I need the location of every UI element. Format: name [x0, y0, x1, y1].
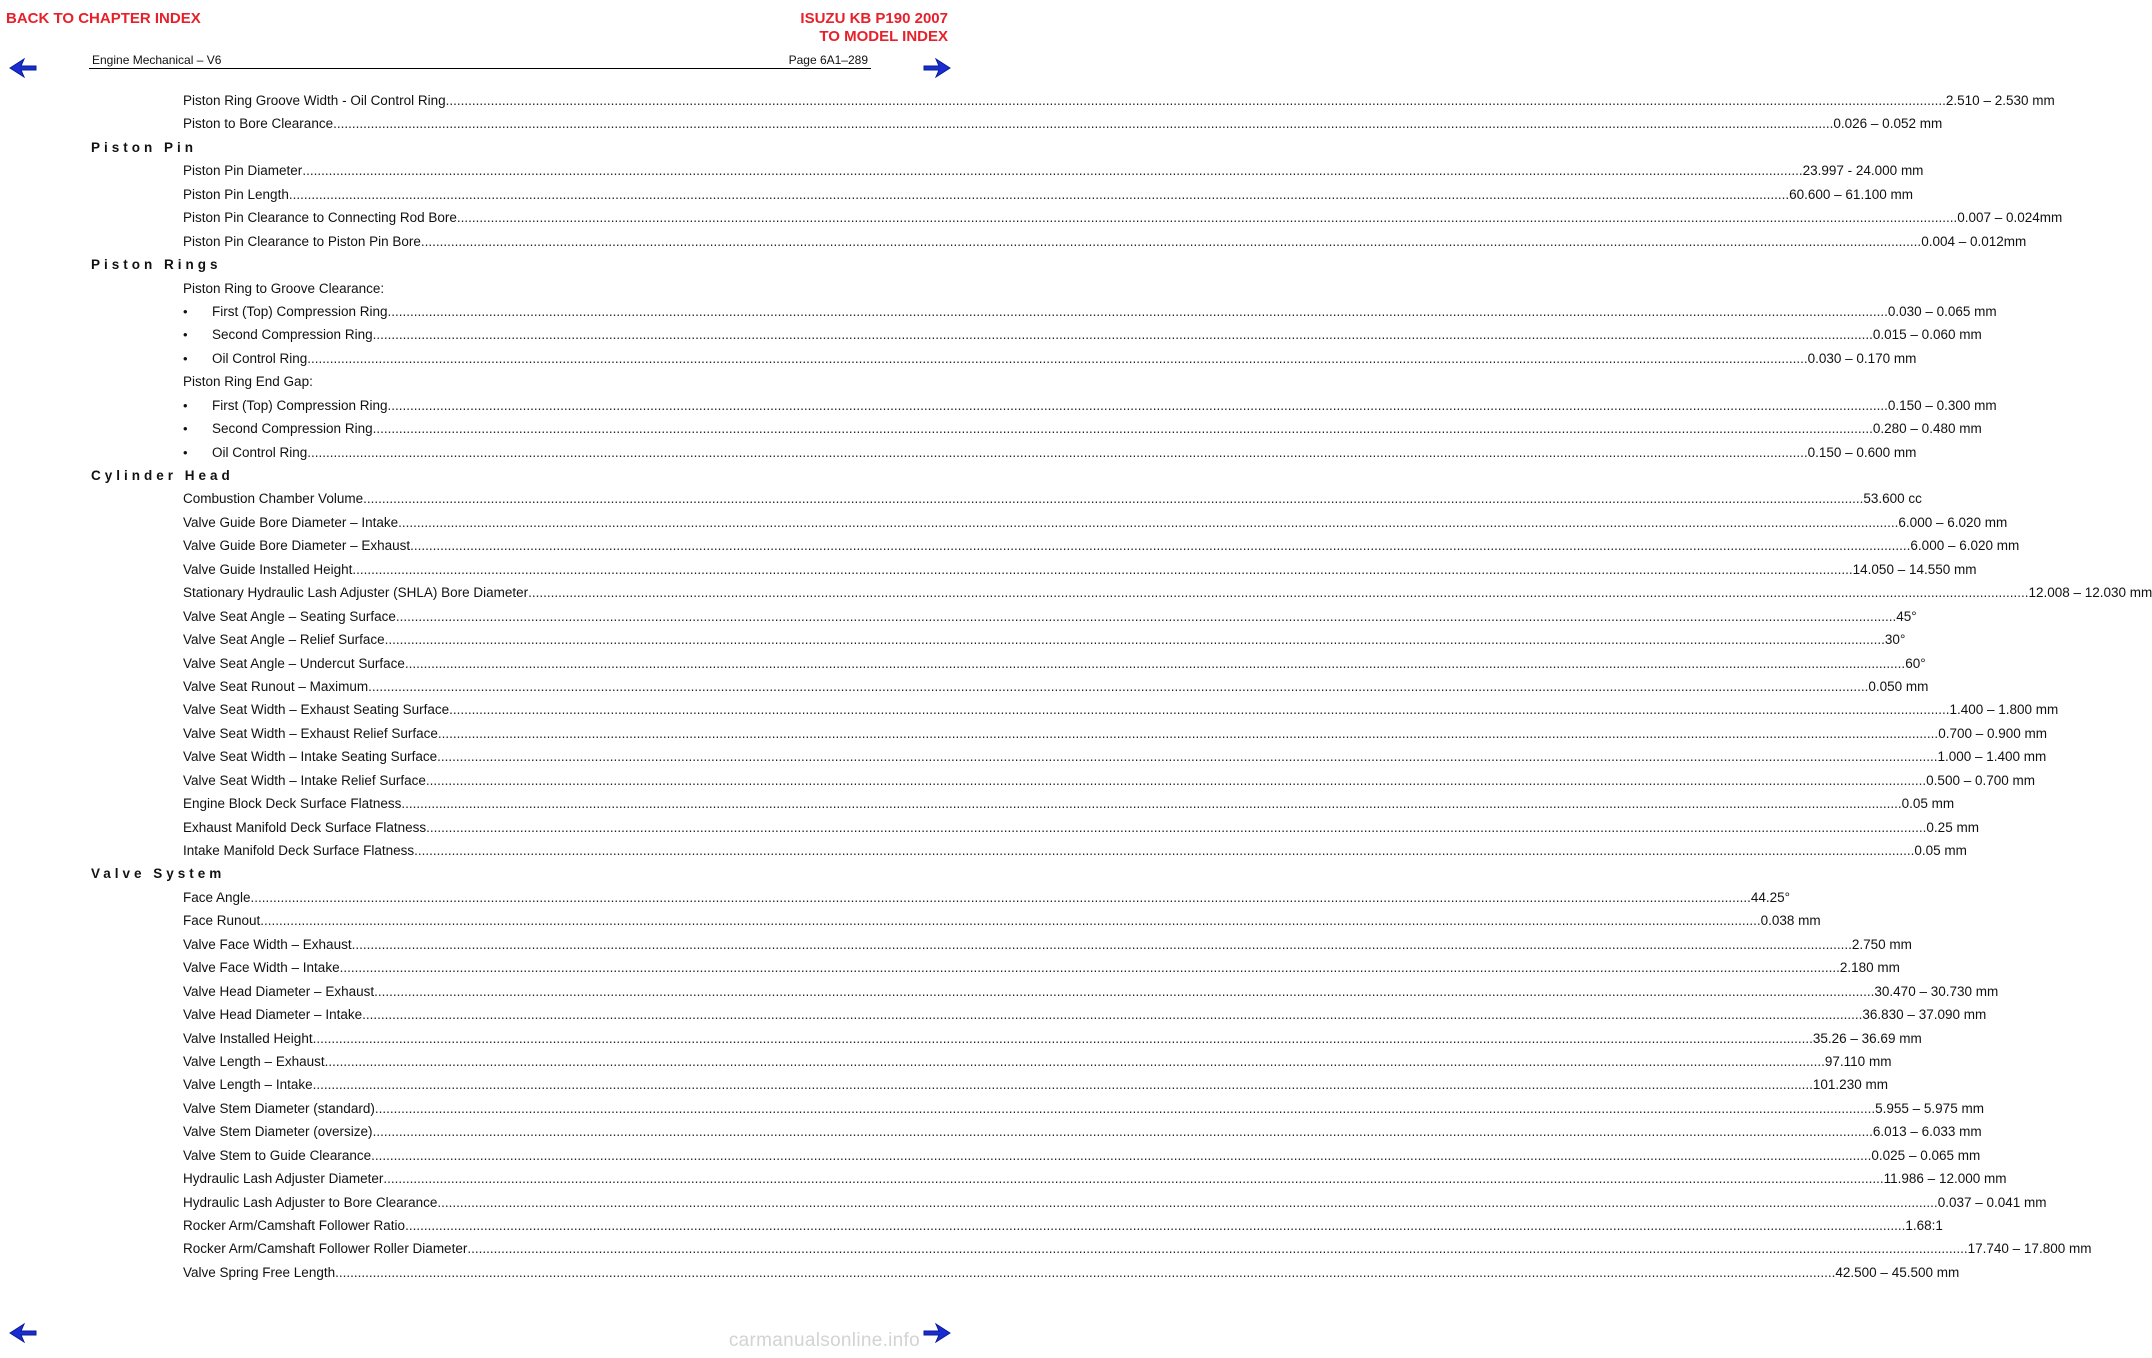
next-page-arrow-icon[interactable] [922, 57, 952, 79]
spec-value: 36.830 – 37.090 mm [1862, 1007, 1987, 1023]
spec-row [0, 909, 1821, 932]
spec-row [0, 1261, 1960, 1284]
spec-row [0, 1003, 1987, 1026]
spec-value: 0.004 – 0.012mm [1921, 233, 2027, 249]
dot-leader: ................................................................................................................................................................................................................................................................................................................................................................................................................ [250, 889, 1751, 905]
spec-label: Valve Face Width – Intake [183, 960, 340, 976]
spec-row [0, 183, 1913, 206]
bullet-spec-row [0, 300, 1997, 323]
spec-label: Hydraulic Lash Adjuster Diameter [183, 1171, 384, 1187]
dot-leader: ................................................................................................................................................................................................................................................................................................................................................................................................................ [368, 678, 1869, 694]
spec-row [0, 792, 1955, 815]
spec-label: Second Compression Ring [212, 421, 373, 437]
spec-label: Piston Ring Groove Width - Oil Control Ring [183, 93, 446, 108]
spec-value: 23.997 - 24.000 mm [1802, 163, 1924, 179]
spec-value: 53.600 cc [1863, 491, 1922, 507]
dot-leader: ................................................................................................................................................................................................................................................................................................................................................................................................................ [339, 960, 1840, 976]
subheading-row [0, 370, 960, 393]
spec-value: 11.986 – 12.000 mm [1883, 1171, 2007, 1187]
model-title: ISUZU KB P190 2007 [800, 10, 948, 27]
dot-leader: ................................................................................................................................................................................................................................................................................................................................................................................................................ [324, 1053, 1825, 1069]
spec-row [0, 1191, 2047, 1214]
dot-leader: ................................................................................................................................................................................................................................................................................................................................................................................................................ [351, 936, 1852, 952]
bullet-icon: • [183, 444, 188, 460]
spec-list [0, 89, 2152, 1284]
dot-leader: ................................................................................................................................................................................................................................................................................................................................................................................................................ [405, 1218, 1906, 1233]
dot-leader: ................................................................................................................................................................................................................................................................................................................................................................................................................ [437, 725, 1939, 741]
spec-row [0, 722, 2048, 745]
dot-leader: ................................................................................................................................................................................................................................................................................................................................................................................................................ [445, 93, 1946, 108]
spec-value: 6.000 – 6.020 mm [1910, 538, 2020, 554]
spec-value: 0.030 – 0.065 mm [1887, 303, 1997, 319]
spec-value: 2.180 mm [1839, 960, 1900, 976]
spec-value: 0.015 – 0.060 mm [1872, 327, 1982, 343]
dot-leader: ................................................................................................................................................................................................................................................................................................................................................................................................................ [383, 1171, 1884, 1187]
spec-value: 60.600 – 61.100 mm [1789, 186, 1913, 202]
spec-row [0, 628, 1906, 651]
spec-label: Hydraulic Lash Adjuster to Bore Clearance [183, 1194, 438, 1210]
spec-label: Valve Seat Angle – Relief Surface [183, 632, 385, 648]
next-page-arrow-bottom-icon[interactable] [922, 1322, 952, 1344]
to-model-index-link[interactable]: TO MODEL INDEX [819, 28, 948, 45]
spec-row [0, 605, 1917, 628]
section-heading: Piston Pin [91, 139, 198, 155]
spec-label: Rocker Arm/Camshaft Follower Roller Diameter [183, 1241, 468, 1257]
spec-row [0, 1120, 1982, 1143]
spec-label: Intake Manifold Deck Surface Flatness [183, 843, 415, 858]
spec-label: Oil Control Ring [212, 350, 308, 366]
dot-leader: ................................................................................................................................................................................................................................................................................................................................................................................................................ [426, 819, 1927, 835]
spec-value: 17.740 – 17.800 mm [1967, 1241, 2092, 1257]
spec-row [0, 206, 2063, 229]
spec-label: Second Compression Ring [212, 327, 373, 343]
spec-value: 14.050 – 14.550 mm [1852, 561, 1977, 577]
spec-label: Valve Head Diameter – Exhaust [183, 983, 375, 999]
spec-label: Valve Length – Intake [183, 1077, 313, 1093]
previous-page-arrow-icon[interactable] [8, 57, 38, 79]
bullet-icon: • [183, 397, 188, 413]
spec-value: 60° [1905, 655, 1926, 671]
spec-value: 97.110 mm [1824, 1053, 1892, 1069]
dot-leader: ................................................................................................................................................................................................................................................................................................................................................................................................................ [401, 796, 1902, 812]
spec-value: 6.013 – 6.033 mm [1872, 1124, 1982, 1140]
bullet-spec-row [0, 347, 1917, 370]
dot-leader: ................................................................................................................................................................................................................................................................................................................................................................................................................ [260, 913, 1761, 929]
spec-value: 5.955 – 5.975 mm [1875, 1100, 1984, 1116]
spec-value: 0.150 – 0.600 mm [1807, 444, 1917, 460]
dot-leader: ................................................................................................................................................................................................................................................................................................................................................................................................................ [312, 1030, 1813, 1046]
spec-row [0, 112, 1943, 135]
spec-row [0, 886, 1791, 909]
dot-leader: ................................................................................................................................................................................................................................................................................................................................................................................................................ [467, 1241, 1968, 1257]
watermark-logo: carmanualsonline.info [728, 1330, 920, 1351]
spec-label: Valve Seat Width – Exhaust Relief Surface [183, 725, 438, 741]
dot-leader: ................................................................................................................................................................................................................................................................................................................................................................................................................ [387, 303, 1888, 319]
spec-value: 1.68:1 [1905, 1218, 1943, 1233]
dot-leader: ................................................................................................................................................................................................................................................................................................................................................................................................................ [307, 444, 1808, 460]
spec-value: 0.05 mm [1901, 796, 1955, 812]
bullet-spec-row [0, 441, 1917, 464]
spec-row [0, 159, 1924, 182]
spec-label: Valve Stem Diameter (oversize) [183, 1124, 373, 1140]
dot-leader: ................................................................................................................................................................................................................................................................................................................................................................................................................ [372, 327, 1873, 343]
dot-leader: ................................................................................................................................................................................................................................................................................................................................................................................................................ [374, 983, 1875, 999]
spec-row [0, 1073, 1888, 1096]
spec-row [0, 1050, 1892, 1073]
spec-value: 0.25 mm [1926, 819, 1979, 835]
dot-leader: ................................................................................................................................................................................................................................................................................................................................................................................................................ [288, 186, 1790, 202]
dot-leader: ................................................................................................................................................................................................................................................................................................................................................................................................................ [414, 843, 1915, 858]
spec-label: First (Top) Compression Ring [212, 397, 388, 413]
spec-row [0, 230, 2027, 253]
dot-leader: ................................................................................................................................................................................................................................................................................................................................................................................................................ [395, 608, 1897, 624]
bullet-icon: • [183, 303, 188, 319]
spec-row [0, 675, 1929, 698]
spec-label: Face Angle [183, 889, 251, 905]
spec-row [0, 534, 2020, 557]
spec-label: Valve Guide Bore Diameter – Exhaust [183, 538, 411, 554]
dot-leader: ................................................................................................................................................................................................................................................................................................................................................................................................................ [437, 749, 1938, 765]
dot-leader: ................................................................................................................................................................................................................................................................................................................................................................................................................ [449, 702, 1950, 718]
spec-row [0, 980, 1999, 1003]
dot-leader: ................................................................................................................................................................................................................................................................................................................................................................................................................ [528, 585, 2029, 601]
dot-leader: ................................................................................................................................................................................................................................................................................................................................................................................................................ [420, 233, 1922, 249]
dot-leader: ................................................................................................................................................................................................................................................................................................................................................................................................................ [363, 491, 1864, 507]
bullet-icon: • [183, 327, 188, 343]
dot-leader: ................................................................................................................................................................................................................................................................................................................................................................................................................ [398, 514, 1899, 530]
spec-label: Valve Guide Installed Height [183, 561, 353, 577]
spec-value: 30.470 – 30.730 mm [1874, 983, 1999, 999]
dot-leader: ................................................................................................................................................................................................................................................................................................................................................................................................................ [387, 397, 1888, 413]
dot-leader: ................................................................................................................................................................................................................................................................................................................................................................................................................ [437, 1194, 1938, 1210]
dot-leader: ................................................................................................................................................................................................................................................................................................................................................................................................................ [333, 116, 1834, 132]
spec-row [0, 652, 1926, 675]
spec-row [0, 956, 1900, 979]
back-to-chapter-index-link[interactable]: BACK TO CHAPTER INDEX [6, 10, 201, 27]
spec-row [0, 581, 2152, 604]
subheading-text: Piston Ring End Gap: [183, 374, 313, 390]
dot-leader: ................................................................................................................................................................................................................................................................................................................................................................................................................ [335, 1264, 1836, 1280]
spec-label: Piston Pin Length [183, 186, 289, 202]
spec-label: Valve Seat Width – Intake Relief Surface [183, 772, 426, 788]
spec-value: 12.008 – 12.030 mm [2028, 585, 2152, 601]
bullet-icon: • [183, 421, 188, 437]
page-header [89, 53, 871, 69]
section-heading: Valve System [91, 866, 226, 882]
spec-value: 101.230 mm [1812, 1077, 1888, 1093]
dot-leader: ................................................................................................................................................................................................................................................................................................................................................................................................................ [307, 350, 1808, 366]
spec-value: 1.000 – 1.400 mm [1937, 749, 2047, 765]
dot-leader: ................................................................................................................................................................................................................................................................................................................................................................................................................ [410, 538, 1911, 554]
spec-value: 2.510 – 2.530 mm [1945, 93, 2055, 108]
spec-value: 0.026 – 0.052 mm [1833, 116, 1943, 132]
spec-value: 35.26 – 36.69 mm [1812, 1030, 1922, 1046]
spec-row [0, 558, 1977, 581]
spec-row [0, 511, 2008, 534]
spec-label: Piston Pin Clearance to Connecting Rod Bore [183, 210, 457, 226]
model-index-block [800, 10, 948, 46]
dot-leader: ................................................................................................................................................................................................................................................................................................................................................................................................................ [374, 1100, 1876, 1116]
spec-value: 42.500 – 45.500 mm [1835, 1264, 1960, 1280]
spec-value: 1.400 – 1.800 mm [1949, 702, 2059, 718]
spec-label: Valve Installed Height [183, 1030, 313, 1046]
spec-label: Piston to Bore Clearance [183, 116, 334, 132]
spec-value: 45° [1896, 608, 1917, 624]
spec-row [0, 89, 2055, 112]
dot-leader: ................................................................................................................................................................................................................................................................................................................................................................................................................ [362, 1007, 1863, 1023]
spec-row [0, 1144, 1981, 1167]
spec-label: Valve Length – Exhaust [183, 1053, 325, 1069]
spec-value: 0.025 – 0.065 mm [1871, 1147, 1981, 1163]
chapter-title: Engine Mechanical – V6 [92, 53, 222, 67]
spec-row [0, 839, 1967, 862]
spec-label: Oil Control Ring [212, 444, 308, 460]
spec-value: 0.700 – 0.900 mm [1938, 725, 2048, 741]
spec-label: Exhaust Manifold Deck Surface Flatness [183, 819, 427, 835]
dot-leader: ................................................................................................................................................................................................................................................................................................................................................................................................................ [302, 163, 1803, 179]
dot-leader: ................................................................................................................................................................................................................................................................................................................................................................................................................ [404, 655, 1906, 671]
spec-label: Rocker Arm/Camshaft Follower Ratio [183, 1218, 406, 1233]
spec-label: Valve Spring Free Length [183, 1264, 336, 1280]
page-number: Page 6A1–289 [788, 53, 868, 67]
spec-value: 0.500 – 0.700 mm [1926, 772, 2035, 788]
spec-value: 0.038 mm [1760, 913, 1821, 929]
dot-leader: ................................................................................................................................................................................................................................................................................................................................................................................................................ [352, 561, 1853, 577]
spec-row [0, 487, 1922, 510]
spec-value: 2.750 mm [1851, 936, 1912, 952]
bullet-spec-row [0, 323, 1982, 346]
spec-label: Valve Seat Angle – Undercut Surface [183, 655, 405, 671]
spec-label: Valve Seat Width – Exhaust Seating Surface [183, 702, 450, 718]
bullet-spec-row [0, 417, 1982, 440]
spec-row [0, 698, 2059, 721]
spec-label: Piston Pin Clearance to Piston Pin Bore [183, 233, 421, 249]
spec-label: Valve Guide Bore Diameter – Intake [183, 514, 399, 530]
spec-label: First (Top) Compression Ring [212, 303, 388, 319]
spec-value: 0.037 – 0.041 mm [1937, 1194, 2047, 1210]
spec-row [0, 1237, 2092, 1260]
spec-value: 0.050 mm [1868, 678, 1929, 694]
spec-row [0, 1097, 1984, 1120]
spec-value: 0.007 – 0.024mm [1957, 210, 2063, 226]
dot-leader: ................................................................................................................................................................................................................................................................................................................................................................................................................ [384, 632, 1885, 648]
spec-label: Valve Head Diameter – Intake [183, 1007, 363, 1023]
spec-row [0, 816, 1979, 839]
dot-leader: ................................................................................................................................................................................................................................................................................................................................................................................................................ [371, 1147, 1872, 1163]
spec-label: Valve Stem to Guide Clearance [183, 1147, 372, 1163]
spec-row [0, 933, 1912, 956]
spec-value: 0.280 – 0.480 mm [1872, 421, 1982, 437]
previous-page-arrow-bottom-icon[interactable] [8, 1322, 38, 1344]
spec-value: 0.030 – 0.170 mm [1807, 350, 1917, 366]
dot-leader: ................................................................................................................................................................................................................................................................................................................................................................................................................ [425, 772, 1927, 788]
bullet-spec-row [0, 394, 1997, 417]
spec-label: Valve Face Width – Exhaust [183, 936, 352, 952]
spec-label: Valve Stem Diameter (standard) [183, 1100, 375, 1116]
spec-label: Combustion Chamber Volume [183, 491, 364, 507]
spec-value: 6.000 – 6.020 mm [1898, 514, 2008, 530]
spec-label: Valve Seat Width – Intake Seating Surface [183, 749, 438, 765]
dot-leader: ................................................................................................................................................................................................................................................................................................................................................................................................................ [312, 1077, 1813, 1093]
subheading-text: Piston Ring to Groove Clearance: [183, 280, 385, 296]
dot-leader: ................................................................................................................................................................................................................................................................................................................................................................................................................ [372, 421, 1873, 437]
section-heading: Cylinder Head [91, 468, 234, 483]
spec-label: Piston Pin Diameter [183, 163, 303, 179]
section-heading: Piston Rings [91, 257, 222, 273]
spec-row [0, 1167, 2007, 1190]
spec-label: Valve Seat Angle – Seating Surface [183, 608, 396, 624]
spec-label: Face Runout [183, 913, 261, 929]
spec-row [0, 1027, 1922, 1050]
spec-row [0, 745, 2047, 768]
bullet-icon: • [183, 350, 188, 366]
spec-label: Stationary Hydraulic Lash Adjuster (SHLA) Bore Diameter [183, 585, 529, 601]
spec-row [0, 769, 2035, 792]
spec-value: 0.150 – 0.300 mm [1887, 397, 1997, 413]
spec-label: Valve Seat Runout – Maximum [183, 678, 369, 694]
subheading-row [0, 277, 960, 300]
spec-value: 44.25° [1750, 889, 1791, 905]
dot-leader: ................................................................................................................................................................................................................................................................................................................................................................................................................ [372, 1124, 1873, 1140]
spec-row [0, 1214, 1943, 1237]
spec-label: Engine Block Deck Surface Flatness [183, 796, 402, 812]
spec-value: 0.05 mm [1914, 843, 1967, 858]
dot-leader: ................................................................................................................................................................................................................................................................................................................................................................................................................ [456, 210, 1958, 226]
spec-value: 30° [1884, 632, 1906, 648]
